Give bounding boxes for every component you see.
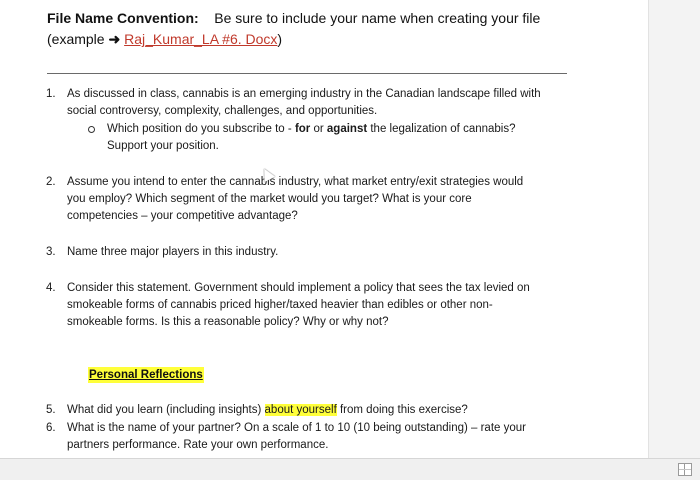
highlighted-text: about yourself [264, 404, 337, 416]
question-line: social controversy, complexity, challenges, and opportunities. [67, 105, 378, 117]
question-number: 3. [46, 246, 56, 258]
print-layout-icon[interactable] [678, 463, 692, 476]
file-name-convention-line2 [47, 29, 282, 50]
example-file-name: Raj_Kumar_LA #6. Docx [124, 31, 278, 47]
hollow-circle-bullet-icon [88, 126, 95, 133]
horizontal-divider [47, 73, 567, 74]
question-line: smokeable forms. Is this a reasonable policy? Why or why not? [67, 316, 389, 328]
subpoint-line: Which position do you subscribe to - for or against the legalization of cannabis? [107, 123, 516, 135]
question-line: What is the name of your partner? On a scale of 1 to 10 (10 being outstanding) – rate your [67, 422, 526, 434]
right-margin-area [648, 0, 700, 458]
question-number: 5. [46, 404, 56, 416]
question-number: 2. [46, 176, 56, 188]
arrow-right-icon: ➜ [108, 31, 121, 47]
question-line: smokeable forms of cannabis priced higher/taxed heavier than edibles or other non- [67, 299, 493, 311]
subpoint-line: Support your position. [107, 140, 219, 152]
example-suffix: ) [277, 31, 283, 47]
question-line: competencies – your competitive advantage? [67, 210, 298, 222]
question-line: As discussed in class, cannabis is an emerging industry in the Canadian landscape filled with [67, 88, 541, 100]
example-prefix: (example [47, 31, 105, 47]
question-line: Name three major players in this industry. [67, 246, 279, 258]
question-line: you employ? Which segment of the market would you target? What is your core [67, 193, 472, 205]
question-number: 4. [46, 282, 56, 294]
file-name-convention-line1 [47, 8, 540, 29]
question-line: partners performance. Rate your own performance. [67, 439, 329, 451]
personal-reflections-heading: Personal Reflections [89, 369, 203, 381]
file-name-convention-label: File Name Convention: [47, 10, 199, 26]
question-line: What did you learn (including insights) about yourself from doing this exercise? [67, 404, 468, 416]
question-line: Assume you intend to enter the cannabis industry, what market entry/exit strategies would [67, 176, 524, 188]
question-number: 1. [46, 88, 56, 100]
status-bar [0, 458, 700, 480]
question-number: 6. [46, 422, 56, 434]
question-line: Consider this statement. Government should implement a policy that sees the tax levied on [67, 282, 530, 294]
file-name-instruction: Be sure to include your name when creating your file [214, 10, 541, 26]
